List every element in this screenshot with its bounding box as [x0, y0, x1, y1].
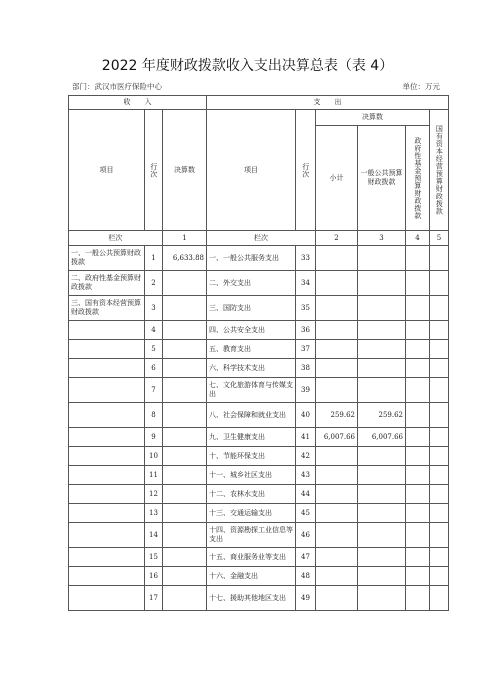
general-budget-header: 一般公共预算财政拨款 — [358, 126, 406, 231]
income-amount-cell — [163, 523, 207, 548]
header-row-top — [69, 96, 449, 110]
general-budget-cell — [358, 523, 406, 548]
col-index-label-left: 栏次 — [69, 231, 163, 246]
expense-item-cell: 七、文化旅游体育与传媒支出 — [207, 378, 296, 403]
subtotal-cell — [316, 359, 358, 378]
header-row-mid — [69, 110, 449, 126]
table-row — [69, 428, 449, 447]
expense-item-cell: 八、社会保障和就业支出 — [207, 403, 296, 428]
col-index-5: 5 — [430, 231, 449, 246]
general-budget-cell: 259.62 — [358, 403, 406, 428]
income-item-cell — [69, 548, 145, 567]
income-rowno-cell: 3 — [145, 296, 163, 321]
gov-fund-cell — [406, 378, 430, 403]
income-amount-cell — [163, 296, 207, 321]
expense-item-cell: 十四、资源勘探工业信息等支出 — [207, 523, 296, 548]
table-row — [69, 523, 449, 548]
subtotal-header: 小计 — [316, 126, 358, 231]
income-item-cell — [69, 378, 145, 403]
income-amount-cell — [163, 504, 207, 523]
budget-table — [68, 95, 449, 611]
income-rowno-cell: 4 — [145, 321, 163, 340]
income-rowno-cell: 13 — [145, 504, 163, 523]
income-amount-cell — [163, 271, 207, 296]
expense-item-cell: 十二、农林水支出 — [207, 485, 296, 504]
subtotal-cell — [316, 586, 358, 611]
general-budget-cell — [358, 340, 406, 359]
income-rowno-header: 行次 — [149, 162, 158, 178]
expense-header: 支 出 — [207, 96, 449, 110]
income-amount-header: 决算数 — [163, 110, 207, 231]
income-rowno-cell: 1 — [145, 246, 163, 271]
state-capital-header-cell — [430, 110, 449, 231]
subtotal-cell — [316, 296, 358, 321]
expense-rowno-cell: 48 — [296, 567, 316, 586]
state-capital-cell — [430, 485, 449, 504]
expense-item-cell: 四、公共安全支出 — [207, 321, 296, 340]
gov-fund-cell — [406, 340, 430, 359]
state-capital-cell — [430, 271, 449, 296]
expense-item-cell: 十五、商业服务业等支出 — [207, 548, 296, 567]
expense-item-cell: 三、国防支出 — [207, 296, 296, 321]
income-item-cell — [69, 567, 145, 586]
general-budget-cell — [358, 567, 406, 586]
final-amount-group-header: 决算数 — [316, 110, 430, 126]
general-budget-cell — [358, 378, 406, 403]
general-budget-cell — [358, 246, 406, 271]
expense-rowno-cell: 37 — [296, 340, 316, 359]
income-item-cell — [69, 340, 145, 359]
subtotal-cell — [316, 340, 358, 359]
state-capital-cell — [430, 403, 449, 428]
expense-item-header: 项目 — [207, 110, 296, 231]
income-rowno-header-cell — [145, 110, 163, 231]
col-index-1: 1 — [163, 231, 207, 246]
general-budget-cell — [358, 504, 406, 523]
income-rowno-cell: 15 — [145, 548, 163, 567]
state-capital-header: 国有资本经营预算财政拨款 — [435, 125, 444, 215]
expense-rowno-cell: 39 — [296, 378, 316, 403]
expense-rowno-cell: 41 — [296, 428, 316, 447]
state-capital-cell — [430, 466, 449, 485]
col-index-4: 4 — [406, 231, 430, 246]
subtotal-cell — [316, 548, 358, 567]
gov-fund-cell — [406, 447, 430, 466]
gov-fund-header: 政府性基金预算财政拨款 — [413, 136, 422, 220]
subtotal-cell — [316, 523, 358, 548]
expense-rowno-cell: 43 — [296, 466, 316, 485]
table-row — [69, 403, 449, 428]
state-capital-cell — [430, 586, 449, 611]
state-capital-cell — [430, 359, 449, 378]
gov-fund-cell — [406, 586, 430, 611]
general-budget-cell — [358, 586, 406, 611]
general-budget-cell — [358, 548, 406, 567]
expense-rowno-cell: 42 — [296, 447, 316, 466]
income-amount-cell — [163, 378, 207, 403]
income-amount-cell — [163, 340, 207, 359]
table-row — [69, 586, 449, 611]
gov-fund-cell — [406, 485, 430, 504]
general-budget-cell — [358, 321, 406, 340]
general-budget-cell — [358, 466, 406, 485]
income-amount-cell — [163, 321, 207, 340]
subtotal-cell — [316, 567, 358, 586]
income-item-cell — [69, 428, 145, 447]
income-rowno-cell: 11 — [145, 466, 163, 485]
income-item-cell — [69, 504, 145, 523]
income-rowno-cell: 7 — [145, 378, 163, 403]
income-item-cell — [69, 447, 145, 466]
gov-fund-header-cell — [406, 126, 430, 231]
income-rowno-cell: 9 — [145, 428, 163, 447]
subtotal-cell — [316, 485, 358, 504]
subtotal-cell — [316, 378, 358, 403]
subtotal-cell: 259.62 — [316, 403, 358, 428]
table-row — [69, 504, 449, 523]
gov-fund-cell — [406, 523, 430, 548]
gov-fund-cell — [406, 567, 430, 586]
expense-item-cell: 二、外交支出 — [207, 271, 296, 296]
general-budget-cell: 6,007.66 — [358, 428, 406, 447]
expense-item-cell: 十七、援助其他地区支出 — [207, 586, 296, 611]
subtotal-cell — [316, 321, 358, 340]
gov-fund-cell — [406, 466, 430, 485]
income-amount-cell — [163, 466, 207, 485]
income-item-cell — [69, 321, 145, 340]
income-amount-cell: 6,633.88 — [163, 246, 207, 271]
subtotal-cell — [316, 447, 358, 466]
col-index-3: 3 — [358, 231, 406, 246]
table-row — [69, 359, 449, 378]
state-capital-cell — [430, 428, 449, 447]
income-item-cell — [69, 586, 145, 611]
gov-fund-cell — [406, 504, 430, 523]
expense-rowno-cell: 34 — [296, 271, 316, 296]
state-capital-cell — [430, 567, 449, 586]
income-rowno-cell: 16 — [145, 567, 163, 586]
subtotal-cell — [316, 246, 358, 271]
income-item-cell — [69, 403, 145, 428]
expense-rowno-cell: 40 — [296, 403, 316, 428]
general-budget-cell — [358, 447, 406, 466]
gov-fund-cell — [406, 296, 430, 321]
gov-fund-cell — [406, 548, 430, 567]
gov-fund-cell — [406, 321, 430, 340]
table-row — [69, 567, 449, 586]
general-budget-cell — [358, 271, 406, 296]
state-capital-cell — [430, 296, 449, 321]
general-budget-cell — [358, 296, 406, 321]
gov-fund-cell — [406, 428, 430, 447]
state-capital-cell — [430, 321, 449, 340]
gov-fund-cell — [406, 271, 430, 296]
income-rowno-cell: 8 — [145, 403, 163, 428]
table-row — [69, 466, 449, 485]
income-rowno-cell: 2 — [145, 271, 163, 296]
gov-fund-cell — [406, 246, 430, 271]
income-amount-cell — [163, 548, 207, 567]
table-row — [69, 340, 449, 359]
col-index-2: 2 — [316, 231, 358, 246]
general-budget-cell — [358, 359, 406, 378]
expense-item-cell: 十一、城乡社区支出 — [207, 466, 296, 485]
expense-rowno-cell: 47 — [296, 548, 316, 567]
income-rowno-cell: 6 — [145, 359, 163, 378]
expense-rowno-cell: 46 — [296, 523, 316, 548]
subtotal-cell — [316, 466, 358, 485]
expense-item-cell: 六、科学技术支出 — [207, 359, 296, 378]
expense-rowno-cell: 49 — [296, 586, 316, 611]
expense-rowno-cell: 36 — [296, 321, 316, 340]
income-item-cell — [69, 466, 145, 485]
expense-item-cell: 五、教育支出 — [207, 340, 296, 359]
income-item-cell — [69, 485, 145, 504]
income-item-cell: 二、政府性基金预算财政拨款 — [69, 271, 145, 296]
column-index-row — [69, 231, 449, 246]
income-rowno-cell: 14 — [145, 523, 163, 548]
income-amount-cell — [163, 359, 207, 378]
income-amount-cell — [163, 447, 207, 466]
table-row — [69, 246, 449, 271]
expense-rowno-cell: 35 — [296, 296, 316, 321]
unit-label: 单位：万元 — [402, 82, 440, 91]
expense-item-cell: 十、节能环保支出 — [207, 447, 296, 466]
expense-rowno-cell: 38 — [296, 359, 316, 378]
income-item-header: 项目 — [69, 110, 145, 231]
income-item-cell — [69, 359, 145, 378]
table-row — [69, 296, 449, 321]
income-amount-cell — [163, 485, 207, 504]
income-item-cell: 一、一般公共预算财政拨款 — [69, 246, 145, 271]
expense-rowno-cell: 44 — [296, 485, 316, 504]
income-amount-cell — [163, 403, 207, 428]
state-capital-cell — [430, 523, 449, 548]
table-row — [69, 548, 449, 567]
page-title: 2022 年度财政拨款收入支出决算总表（表 4） — [101, 58, 394, 74]
expense-rowno-header: 行次 — [301, 162, 310, 178]
table-row — [69, 271, 449, 296]
general-budget-cell — [358, 485, 406, 504]
income-amount-cell — [163, 567, 207, 586]
state-capital-cell — [430, 378, 449, 403]
income-rowno-cell: 17 — [145, 586, 163, 611]
income-item-cell: 三、国有资本经营预算财政拨款 — [69, 296, 145, 321]
income-amount-cell — [163, 586, 207, 611]
table-row — [69, 378, 449, 403]
department-label: 部门：武汉市医疗保险中心 — [72, 82, 162, 91]
col-index-label-right: 栏次 — [207, 231, 316, 246]
state-capital-cell — [430, 548, 449, 567]
income-item-cell — [69, 523, 145, 548]
table-row — [69, 447, 449, 466]
table-row — [69, 321, 449, 340]
expense-item-cell: 十三、交通运输支出 — [207, 504, 296, 523]
state-capital-cell — [430, 246, 449, 271]
expense-item-cell: 一、一般公共服务支出 — [207, 246, 296, 271]
expense-item-cell: 十六、金融支出 — [207, 567, 296, 586]
expense-rowno-header-cell — [296, 110, 316, 231]
income-rowno-cell: 5 — [145, 340, 163, 359]
income-header: 收 入 — [69, 96, 207, 110]
subtotal-cell — [316, 504, 358, 523]
expense-rowno-cell: 33 — [296, 246, 316, 271]
income-rowno-cell: 12 — [145, 485, 163, 504]
state-capital-cell — [430, 504, 449, 523]
gov-fund-cell — [406, 403, 430, 428]
state-capital-cell — [430, 447, 449, 466]
expense-item-cell: 九、卫生健康支出 — [207, 428, 296, 447]
gov-fund-cell — [406, 359, 430, 378]
subtotal-cell — [316, 271, 358, 296]
subtotal-cell: 6,007.66 — [316, 428, 358, 447]
table-row — [69, 485, 449, 504]
state-capital-cell — [430, 340, 449, 359]
income-rowno-cell: 10 — [145, 447, 163, 466]
income-amount-cell — [163, 428, 207, 447]
expense-rowno-cell: 45 — [296, 504, 316, 523]
